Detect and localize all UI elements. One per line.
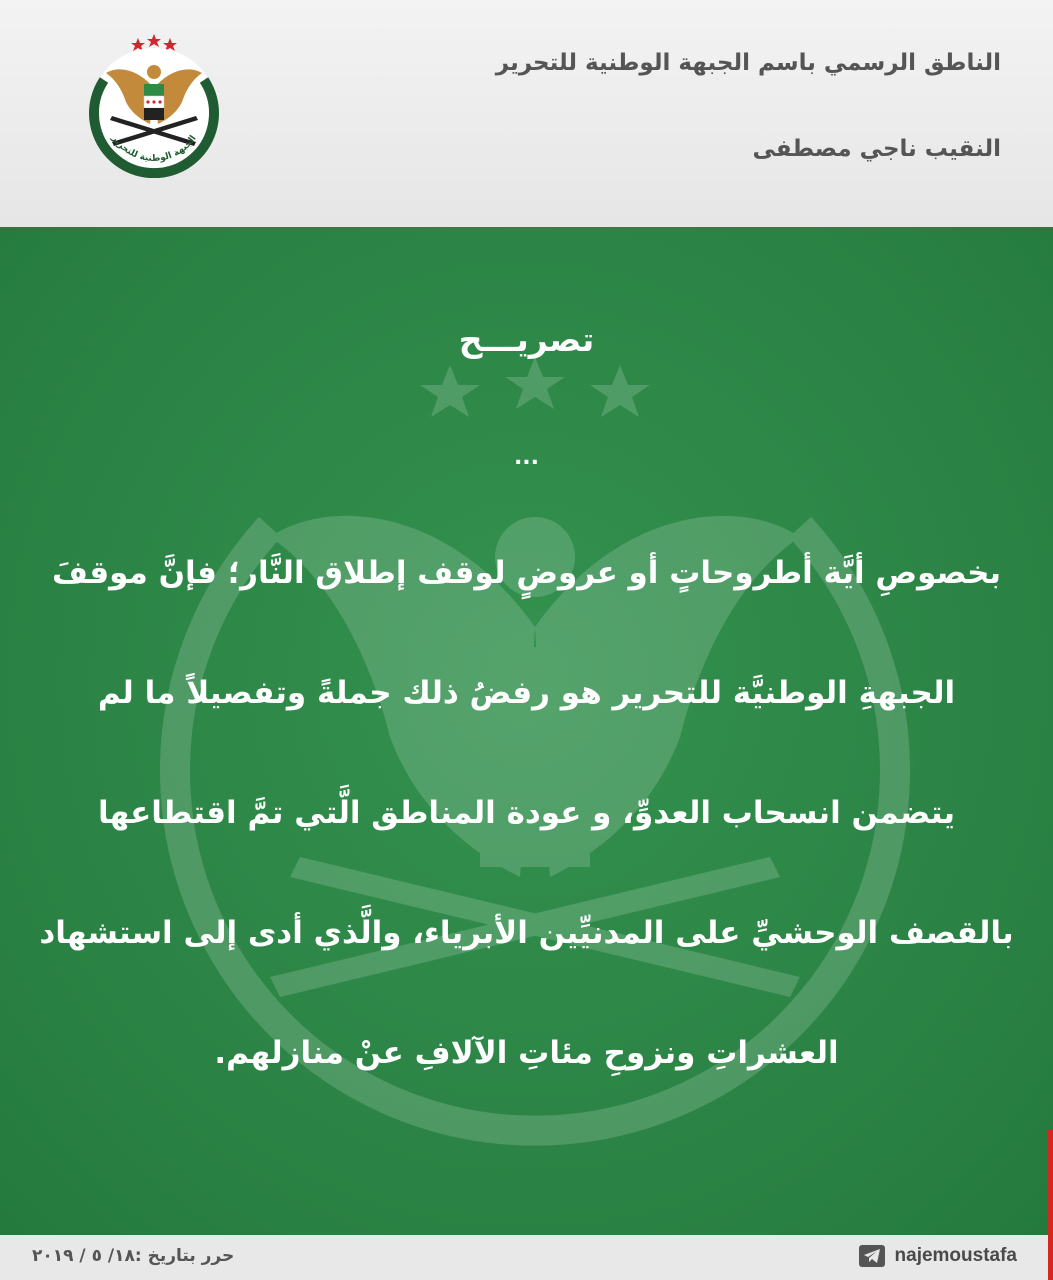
spokesman-name: النقيب ناجي مصطفى [752,136,1001,162]
statement-line: العشراتِ ونزوحِ مئاتِ الآلافِ عنْ منازلهم. [214,1035,839,1071]
statement-line: بخصوصِ أيَّة أطروحاتٍ أو عروضٍ لوقف إطلاق النَّار؛ فإنَّ موقفَ [51,555,1002,591]
handle-text: najemoustafa [894,1245,1017,1266]
logo-text: الجبهة الوطنية للتحرير [109,133,199,165]
watermark-emblem-icon [150,357,920,1147]
statement-body [0,227,1053,1235]
statement-line: يتضمن انسحاب العدوِّ، و عودة المناطق الَّتي تمَّ اقتطاعها [97,795,956,831]
statement-title: تصريـــح [458,320,595,359]
footer [0,1235,1053,1280]
red-edge-stripe [1048,1130,1053,1280]
release-date: حرر بتاريخ :١٨/ ٥ / ٢٠١٩ [32,1246,235,1266]
telegram-icon [859,1245,885,1267]
header [0,0,1053,227]
statement-line: الجبهةِ الوطنيَّة للتحرير هو رفضُ ذلك جملةً وتفصيلاً ما لم [97,675,956,711]
telegram-handle[interactable] [859,1245,1017,1267]
front-logo-icon [82,28,226,178]
ellipsis: ... [513,445,540,470]
statement-line: بالقصف الوحشيِّ على المدنيِّين الأبرياء، والَّذي أدى إلى استشهاد [39,915,1014,951]
spokesman-title: الناطق الرسمي باسم الجبهة الوطنية للتحرير [495,50,1001,76]
